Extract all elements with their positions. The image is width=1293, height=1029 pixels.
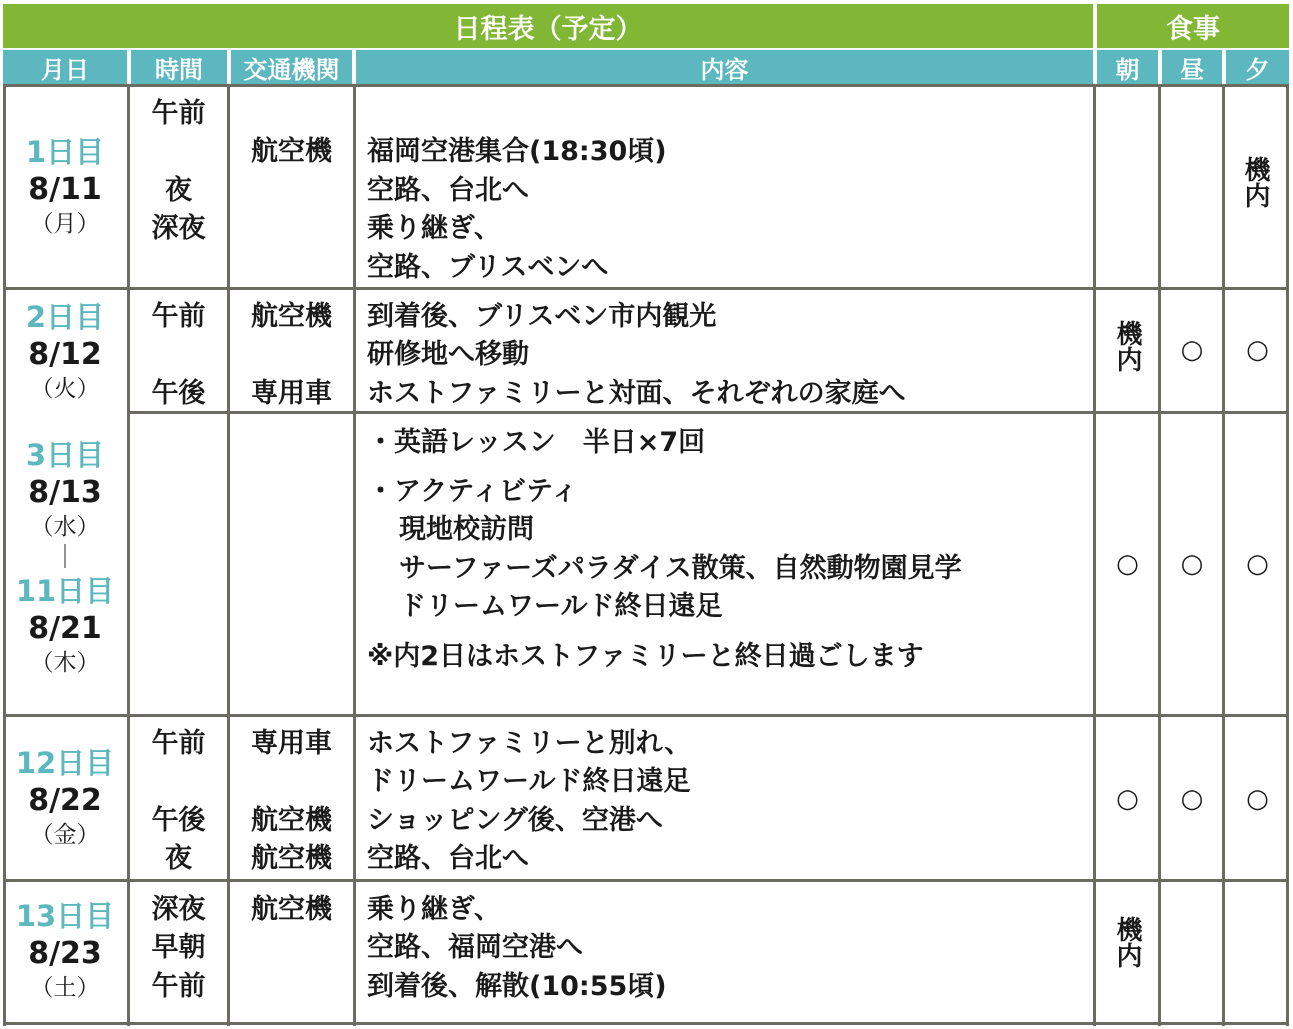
day-date: 8/22 <box>28 783 102 818</box>
meal-dinner: 機内 <box>1240 156 1270 208</box>
col-header-dinner <box>1226 50 1289 84</box>
content-line: 福岡空港集合(18:30頃) <box>367 136 667 167</box>
day-number: 1日目 <box>25 135 105 169</box>
time-label: 午後 <box>151 378 206 409</box>
time-label: 早朝 <box>151 932 206 963</box>
content-line: 研修地へ移動 <box>367 339 529 370</box>
grid-line <box>3 1022 1289 1025</box>
time-label: 深夜 <box>151 213 206 244</box>
schedule-title-text: 日程表（予定） <box>453 13 643 45</box>
meals-title <box>1097 4 1289 48</box>
row-day-cell <box>0 897 130 1003</box>
col-header-lunch-text: 昼 <box>1180 55 1204 84</box>
content-line: ホストファミリーと別れ、 <box>367 728 692 759</box>
meal-dinner: ○ <box>1246 549 1269 579</box>
time-label: 深夜 <box>151 894 206 925</box>
day-date: 8/12 <box>28 337 102 372</box>
grid-line <box>1093 84 1096 1026</box>
day-weekday: （土） <box>30 975 100 1001</box>
meal-lunch: ○ <box>1180 335 1204 365</box>
col-header-time-text: 時間 <box>155 55 203 84</box>
meal-lunch: ○ <box>1180 549 1204 579</box>
content-line: ホストファミリーと対面、それぞれの家庭へ <box>367 378 906 409</box>
day-number: 12日目 <box>15 746 115 780</box>
content-line: ・英語レッスン 半日×7回 <box>367 427 706 458</box>
transport-label: 専用車 <box>251 378 332 409</box>
col-header-date <box>3 50 127 84</box>
grid-line <box>3 714 1289 717</box>
col-header-transport-text: 交通機関 <box>243 55 340 84</box>
grid-line <box>3 287 1289 290</box>
content-line: 乗り継ぎ、 <box>367 213 501 244</box>
day-weekday: （金） <box>30 822 100 848</box>
content-line: 空路、台北へ <box>367 175 529 206</box>
transport-label: 専用車 <box>251 728 332 759</box>
col-header-transport <box>231 50 352 84</box>
time-label: 夜 <box>165 843 192 874</box>
col-header-content <box>356 50 1093 84</box>
grid-line <box>1222 84 1225 1026</box>
day-number: 2日目 <box>25 300 105 334</box>
meal-breakfast: ○ <box>1116 549 1139 579</box>
transport-label: 航空機 <box>251 894 332 925</box>
col-header-time <box>131 50 227 84</box>
row-day-cell <box>0 744 130 850</box>
day-date: 8/23 <box>28 936 102 971</box>
day-number: 11日目 <box>15 574 115 608</box>
meal-breakfast: 機内 <box>1112 916 1142 968</box>
day-weekday: （水） <box>30 514 100 540</box>
grid-line <box>1158 84 1161 1026</box>
day-weekday: （木） <box>30 650 100 676</box>
time-label: 午前 <box>151 98 206 129</box>
transport-label: 航空機 <box>251 805 332 836</box>
grid-line <box>3 84 1289 87</box>
content-line: ショッピング後、空港へ <box>367 805 663 836</box>
day-number: 3日目 <box>25 438 105 472</box>
day-number: 13日目 <box>15 899 115 933</box>
grid-line <box>353 84 356 1026</box>
meal-dinner: ○ <box>1246 335 1269 365</box>
col-header-dinner-text: 夕 <box>1245 55 1270 84</box>
grid-line <box>3 879 1289 882</box>
day-weekday: （月） <box>30 211 100 237</box>
day-date: 8/11 <box>28 172 102 207</box>
content-line: ドリームワールド終日遠足 <box>367 766 691 797</box>
col-header-breakfast-text: 朝 <box>1115 55 1140 84</box>
content-line: サーファーズパラダイス散策、自然動物園見学 <box>399 553 962 584</box>
schedule-title <box>3 4 1093 48</box>
col-header-lunch <box>1162 50 1222 84</box>
row-day-cell <box>0 298 130 404</box>
content-line: 乗り継ぎ、 <box>367 894 501 925</box>
meal-lunch: ○ <box>1180 784 1204 814</box>
grid-line <box>227 84 230 1026</box>
time-label: 午前 <box>151 971 206 1002</box>
meal-breakfast: 機内 <box>1112 320 1142 372</box>
content-line: 空路、福岡空港へ <box>367 932 583 963</box>
range-dash: ｜ <box>53 543 77 571</box>
day-weekday: （火） <box>30 376 100 402</box>
row-day-cell <box>0 436 130 678</box>
time-label: 午後 <box>151 805 206 836</box>
transport-label: 航空機 <box>251 843 332 874</box>
transport-label: 航空機 <box>251 301 332 332</box>
time-label: 午前 <box>151 728 206 759</box>
content-line: ・アクティビティ <box>367 476 578 507</box>
content-line: 空路、ブリスベンへ <box>367 252 609 283</box>
time-label: 午前 <box>151 301 206 332</box>
meals-title-text: 食事 <box>1166 13 1220 45</box>
col-header-content-text: 内容 <box>700 55 749 84</box>
meal-dinner: ○ <box>1246 784 1269 814</box>
content-line: 空路、台北へ <box>367 843 529 874</box>
day-date: 8/13 <box>28 475 102 510</box>
col-header-breakfast <box>1097 50 1158 84</box>
content-line: 現地校訪問 <box>399 514 534 545</box>
row-day-cell <box>0 133 130 239</box>
time-label: 夜 <box>165 175 192 206</box>
meal-breakfast: ○ <box>1116 784 1139 814</box>
content-line: ※内2日はホストファミリーと終日過ごします <box>367 641 924 672</box>
content-line: 到着後、解散(10:55頃) <box>367 971 667 1002</box>
col-header-date-text: 月日 <box>41 55 89 84</box>
content-line: 到着後、ブリスベン市内観光 <box>367 301 717 332</box>
day-date: 8/21 <box>28 611 102 646</box>
transport-label: 航空機 <box>251 136 332 167</box>
content-line: ドリームワールド終日遠足 <box>399 591 723 622</box>
